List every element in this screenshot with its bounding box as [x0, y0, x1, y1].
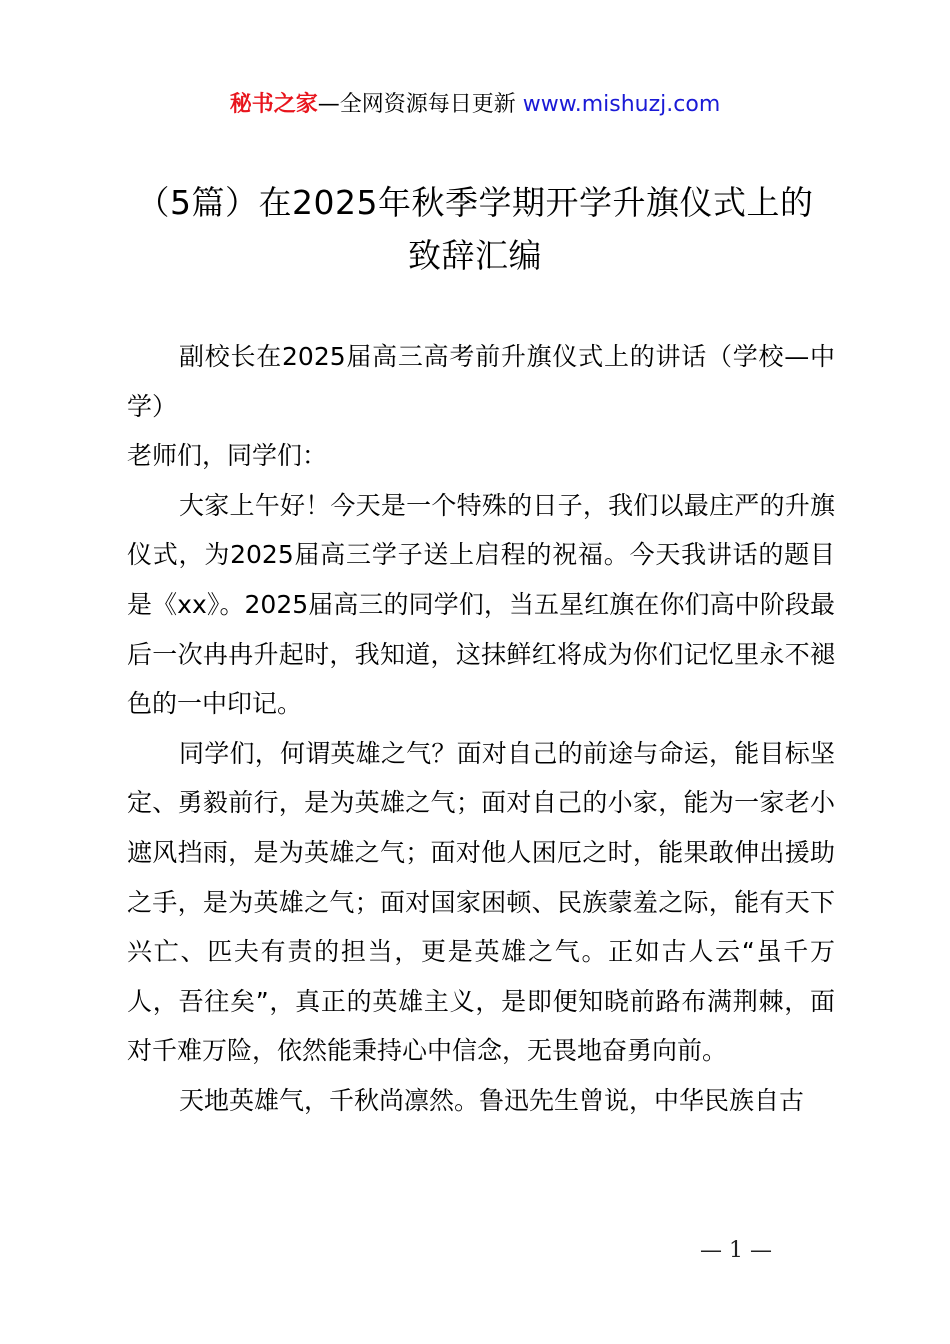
body-paragraph: 同学们，何谓英雄之气？面对自己的前途与命运，能目标坚定、勇毅前行，是为英雄之气；面对自己的小家，能为一家老小遮风挡雨，是为英雄之气；面对他人困厄之时，能果敢伸出援助之手，是为英雄之气；面对国家困顿、民族蒙羞之际，能有天下兴亡、匹夫有责的担当，更是英雄之气。正如古人云“虽千万人，吾往矣”，真正的英雄主义，是即便知晓前路布满荆棘，面对千难万险，依然能秉持心中信念，无畏地奋勇向前。 [127, 738, 835, 1066]
page-number: — 1 — [700, 1238, 772, 1263]
subtitle-paragraph: 副校长在2025届高三高考前升旗仪式上的讲话（学校—中学） [127, 342, 835, 421]
site-url[interactable]: www.mishuzj.com [522, 92, 721, 117]
salutation-paragraph: 老师们，同学们： [127, 441, 328, 471]
site-header [0, 88, 950, 122]
site-tagline: —全网资源每日更新 [317, 92, 523, 117]
body-paragraph: 大家上午好！今天是一个特殊的日子，我们以最庄严的升旗仪式，为2025届高三学子送上启程的祝福。今天我讲话的题目是《xx》。2025届高三的同学们，当五星红旗在你们高中阶段最后一次冉冉升起时，我知道，这抹鲜红将成为你们记忆里永不褪色的一中印记。 [127, 490, 835, 719]
brand-name: 秘书之家 [229, 92, 318, 117]
document-body [127, 332, 835, 1126]
document-title [100, 176, 850, 282]
body-paragraph: 天地英雄气，千秋尚凛然。鲁迅先生曾说，中华民族自古 [179, 1085, 805, 1115]
title-line-2: 致辞汇编 [408, 236, 542, 275]
title-line-1: （5篇）在2025年秋季学期开学升旗仪式上的 [136, 183, 814, 222]
